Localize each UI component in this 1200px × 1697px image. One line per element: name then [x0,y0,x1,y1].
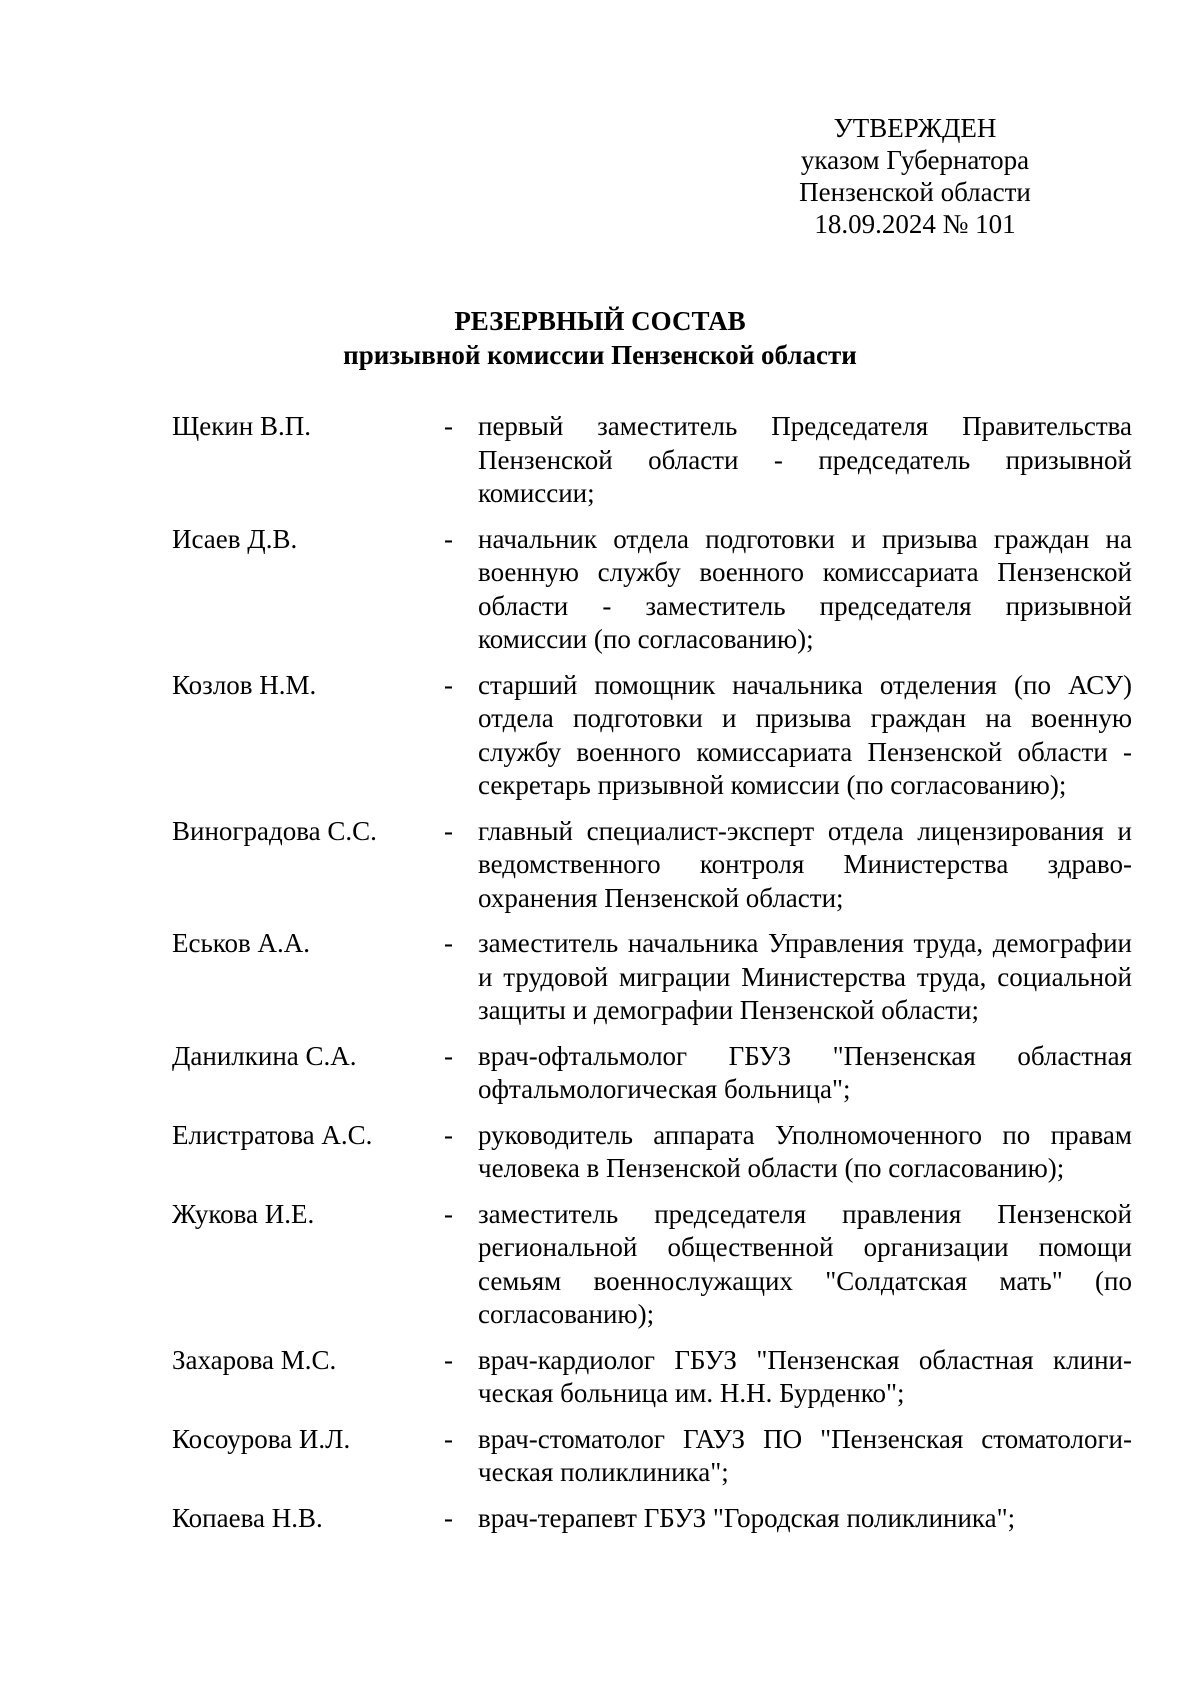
separator-dash: - [444,523,453,554]
member-name: Данилкина С.А. [172,1040,357,1071]
list-item [172,1423,1132,1490]
list-item [172,1198,1132,1332]
list-item [172,815,1132,916]
separator-dash: - [444,1040,453,1071]
member-list [172,410,1132,1547]
member-name: Косоурова И.Л. [172,1423,351,1454]
list-item [172,1502,1132,1536]
member-role: главный специалист-эксперт отдела лицензирования и ведомственного контроля Министерства здравоохранения Пензенской области; [478,815,1132,913]
member-role: заместитель председателя правления Пензенской региональной общественной организации помощи семьям военнослужащих "Солдатская мать" (по согласованию); [478,1198,1132,1329]
member-role: руководитель аппарата Уполномоченного по правам человека в Пензенской области (по согласованию); [478,1119,1132,1183]
list-item [172,1040,1132,1107]
list-item [172,410,1132,511]
approval-line-decree: указом Губернатора [800,145,1030,175]
member-name: Козлов Н.М. [172,669,317,700]
list-item [172,669,1132,803]
separator-dash: - [444,1502,453,1533]
separator-dash: - [444,411,453,441]
member-name: Виноградова С.С. [172,815,377,846]
member-name: Еськов А.А. [172,928,311,958]
separator-dash: - [444,669,453,700]
title-main: РЕЗЕРВНЫЙ СОСТАВ [454,306,746,336]
approval-line-date-number: 18.09.2024 № 101 [814,209,1016,239]
member-role: врач-офтальмолог ГБУЗ "Пензенская областная офтальмологическая больница"; [478,1040,1132,1104]
member-role: первый заместитель Председателя Правительства Пензенской области - председатель призывной комиссии; [478,411,1132,508]
member-role: заместитель начальника Управления труда, демографии и трудовой миграции Министерства труда, социальной защиты и демографии Пензенской области; [478,928,1132,1025]
title-sub: призывной комиссии Пензенской области [343,340,857,370]
document-title [0,304,1200,372]
list-item [172,927,1132,1028]
separator-dash: - [444,1198,453,1229]
list-item [172,1344,1132,1411]
approval-line-region: Пензенской области [799,177,1031,207]
member-name: Исаев Д.В. [172,523,298,554]
separator-dash: - [444,815,453,846]
separator-dash: - [444,1119,453,1150]
member-name: Копаева Н.В. [172,1502,323,1533]
member-role: врач-стоматолог ГАУЗ ПО "Пензенская стоматологическая поликлиника"; [478,1423,1132,1487]
member-role: старший помощник начальника отделения (по АСУ) отдела подготовки и призыва граждан на военную службу военного комиссариата Пензенской области - секретарь призывной комиссии (по согласованию); [478,669,1132,800]
separator-dash: - [444,1344,453,1375]
member-role: начальник отдела подготовки и призыва граждан на военную службу военного комиссариата Пензенской области - заместитель председателя призывной комиссии (по согласованию); [478,523,1132,654]
approval-line-approved: УТВЕРЖДЕН [833,113,997,143]
member-name: Жукова И.Е. [172,1198,315,1229]
separator-dash: - [444,1423,453,1454]
approval-stamp [740,112,1090,240]
member-name: Елистратова А.С. [172,1119,373,1150]
list-item [172,1119,1132,1186]
member-name: Захарова М.С. [172,1344,337,1375]
member-role: врач-терапевт ГБУЗ "Городская поликлиника"; [478,1502,1016,1533]
separator-dash: - [444,928,453,958]
member-role: врач-кардиолог ГБУЗ "Пензенская областная клиническая больница им. Н.Н. Бурденко"; [478,1344,1132,1408]
member-name: Щекин В.П. [172,411,311,441]
list-item [172,523,1132,657]
